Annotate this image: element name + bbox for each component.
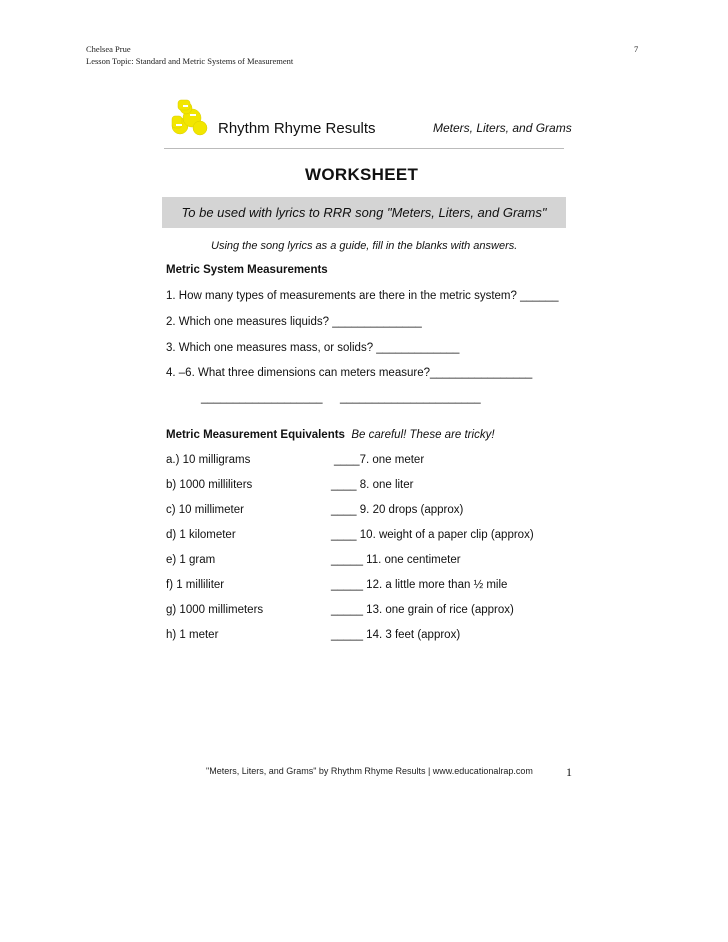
- lesson-topic: Lesson Topic: Standard and Metric Systems of Measurement: [86, 56, 294, 66]
- equivalent-item: _____ 13. one grain of rice (approx): [331, 604, 514, 616]
- answer-blank: ___________________: [201, 392, 323, 404]
- footer-page-number: 1: [566, 765, 572, 779]
- rrr-logo: [166, 96, 212, 147]
- measure-item: a.) 10 milligrams: [166, 454, 251, 466]
- equivalent-item: ____7. one meter: [334, 454, 425, 466]
- measure-item: c) 10 millimeter: [166, 504, 244, 516]
- equivalent-item: _____ 11. one centimeter: [331, 554, 461, 566]
- brand-name: Rhythm Rhyme Results: [218, 120, 376, 137]
- section-equivalents-title: Metric Measurement Equivalents: [166, 429, 345, 441]
- measure-item: e) 1 gram: [166, 554, 216, 566]
- equivalent-item: ____ 8. one liter: [331, 479, 414, 491]
- banner-text: To be used with lyrics to RRR song "Meters, Liters, and Grams": [181, 205, 547, 220]
- page-number: 7: [634, 44, 639, 54]
- measure-item: g) 1000 millimeters: [166, 604, 264, 616]
- section-equivalents-note: Be careful! These are tricky!: [351, 429, 495, 441]
- question: 2. Which one measures liquids? ______________: [166, 316, 422, 328]
- answer-blank: ______________________: [340, 392, 481, 404]
- song-title: Meters, Liters, and Grams: [433, 121, 572, 135]
- logo-icon: [166, 96, 212, 142]
- worksheet-title: WORKSHEET: [305, 165, 419, 184]
- banner: [162, 197, 566, 228]
- question: 4. –6. What three dimensions can meters measure?________________: [166, 367, 533, 379]
- equivalent-item: _____ 14. 3 feet (approx): [331, 629, 461, 641]
- header-divider: [164, 148, 564, 149]
- section-metric-system: Metric System Measurements: [166, 264, 328, 276]
- equivalent-item: _____ 12. a little more than ½ mile: [331, 579, 508, 591]
- instructions: Using the song lyrics as a guide, fill in the blanks with answers.: [211, 240, 518, 252]
- worksheet-footer: "Meters, Liters, and Grams" by Rhythm Rhyme Results | www.educationalrap.com: [206, 766, 533, 776]
- question: 3. Which one measures mass, or solids? _____________: [166, 342, 460, 354]
- question: 1. How many types of measurements are there in the metric system? ______: [166, 290, 559, 302]
- measure-item: h) 1 meter: [166, 629, 219, 641]
- measure-item: b) 1000 milliliters: [166, 479, 253, 491]
- measure-item: d) 1 kilometer: [166, 529, 236, 541]
- equivalent-item: ____ 9. 20 drops (approx): [331, 504, 464, 516]
- section-equivalents: [166, 429, 495, 441]
- measure-item: f) 1 milliliter: [166, 579, 225, 591]
- equivalent-item: ____ 10. weight of a paper clip (approx): [331, 529, 534, 541]
- author-name: Chelsea Prue: [86, 44, 131, 54]
